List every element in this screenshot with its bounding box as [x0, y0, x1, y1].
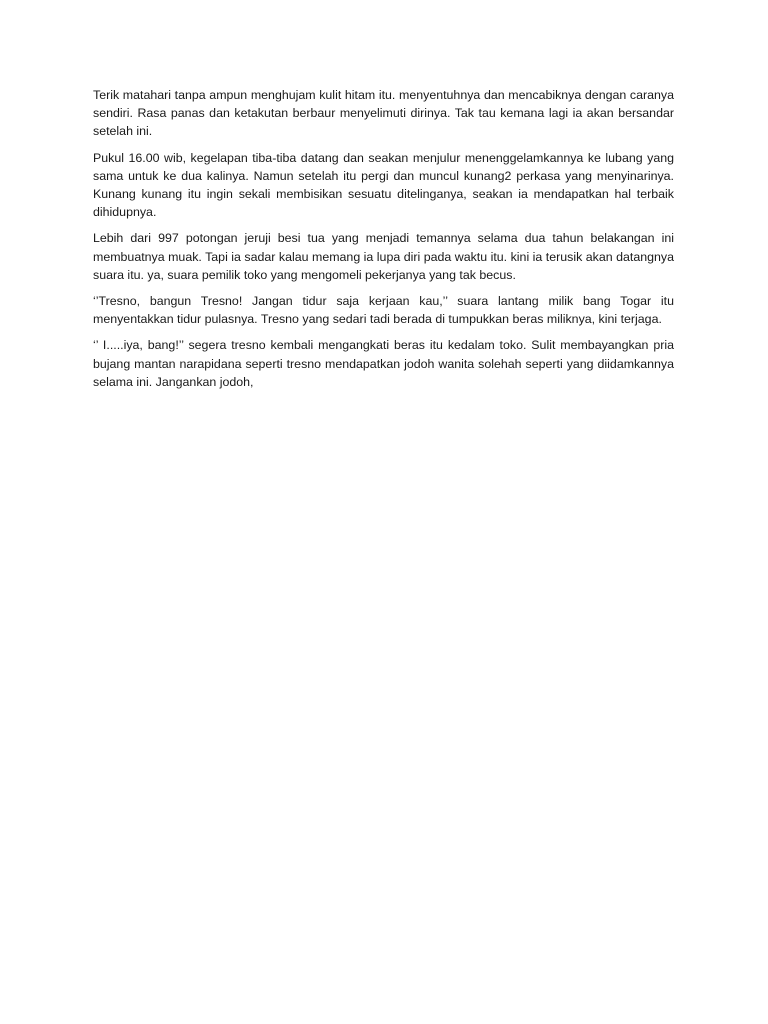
paragraph-3: Lebih dari 997 potongan jeruji besi tua yang menjadi temannya selama dua tahun belakangan ini membuatnya muak. Tapi ia sadar kalau memang ia lupa diri pada waktu itu. kini ia terusik akan datangnya suara itu. ya, suara pemilik toko yang mengomeli pekerjanya yang tak becus. — [93, 231, 674, 282]
paragraph-1: Terik matahari tanpa ampun menghujam kulit hitam itu. menyentuhnya dan mencabiknya dengan caranya sendiri. Rasa panas dan ketakutan berbaur menyelimuti dirinya. Tak tau kemana lagi ia akan bersandar setelah ini. — [93, 88, 674, 139]
paragraph-2: Pukul 16.00 wib, kegelapan tiba-tiba datang dan seakan menjulur menenggelamkannya ke lubang yang sama untuk ke dua kalinya. Namun setelah itu pergi dan muncul kunang2 perkasa yang menyinarinya. Kunang kunang itu ingin sekali membisikan sesuatu ditelinganya, seakan ia mendapatkan hal terbaik dihidupnya. — [93, 150, 674, 220]
paragraph-5: ‘’ I.....iya, bang!’’ segera tresno kembali mengangkati beras itu kedalam toko. Sulit membayangkan pria bujang mantan narapidana seperti tresno mendapatkan jodoh wanita solehah seperti yang diidamkannya selama ini. Jangankan jodoh, — [93, 338, 674, 389]
paragraph-4: ‘’Tresno, bangun Tresno! Jangan tidur saja kerjaan kau,’’ suara lantang milik bang Togar itu menyentakkan tidur pulasnya. Tresno yang sedari tadi berada di tumpukkan beras miliknya, kini terjaga. — [93, 294, 674, 327]
document-body — [93, 86, 674, 399]
